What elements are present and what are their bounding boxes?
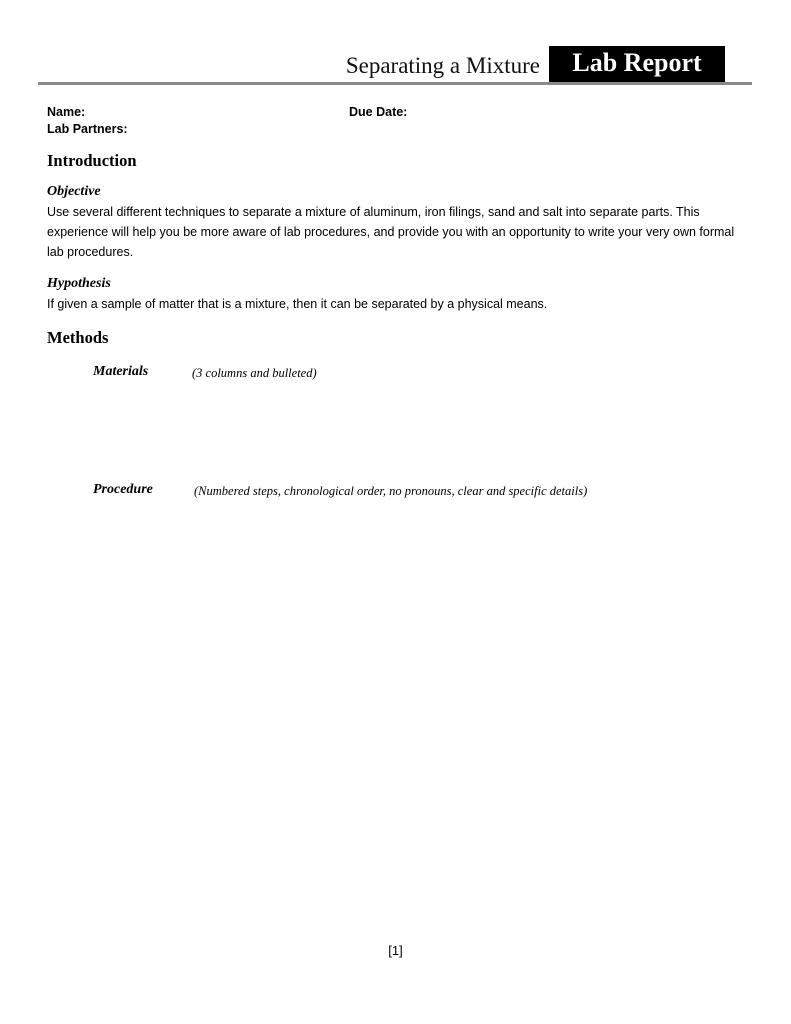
lab-report-badge: Lab Report bbox=[549, 46, 725, 82]
methods-heading: Methods bbox=[47, 328, 109, 347]
objective-heading: Objective bbox=[47, 184, 101, 199]
hypothesis-text: If given a sample of matter that is a mixture, then it can be separated by a physical means. bbox=[47, 297, 548, 311]
introduction-heading: Introduction bbox=[47, 151, 137, 170]
due-date-label: Due Date: bbox=[349, 105, 408, 119]
lab-partners-label: Lab Partners: bbox=[47, 122, 128, 136]
page-number: [1] bbox=[388, 943, 403, 958]
page-header bbox=[38, 46, 752, 84]
hypothesis-heading: Hypothesis bbox=[47, 276, 111, 291]
procedure-note: (Numbered steps, chronological order, no pronouns, clear and specific details) bbox=[194, 484, 588, 498]
objective-text: Use several different techniques to separate a mixture of aluminum, iron filings, sand and salt into separate parts. This experience will help you be more aware of lab procedures, and provide you with an opportunity to write your very own formal lab procedures. bbox=[47, 205, 735, 259]
procedure-heading: Procedure bbox=[93, 482, 153, 497]
materials-note: (3 columns and bulleted) bbox=[192, 366, 317, 380]
header-divider bbox=[38, 82, 752, 85]
report-title: Separating a Mixture bbox=[345, 53, 540, 78]
materials-heading: Materials bbox=[93, 364, 149, 379]
name-label: Name: bbox=[47, 105, 86, 119]
